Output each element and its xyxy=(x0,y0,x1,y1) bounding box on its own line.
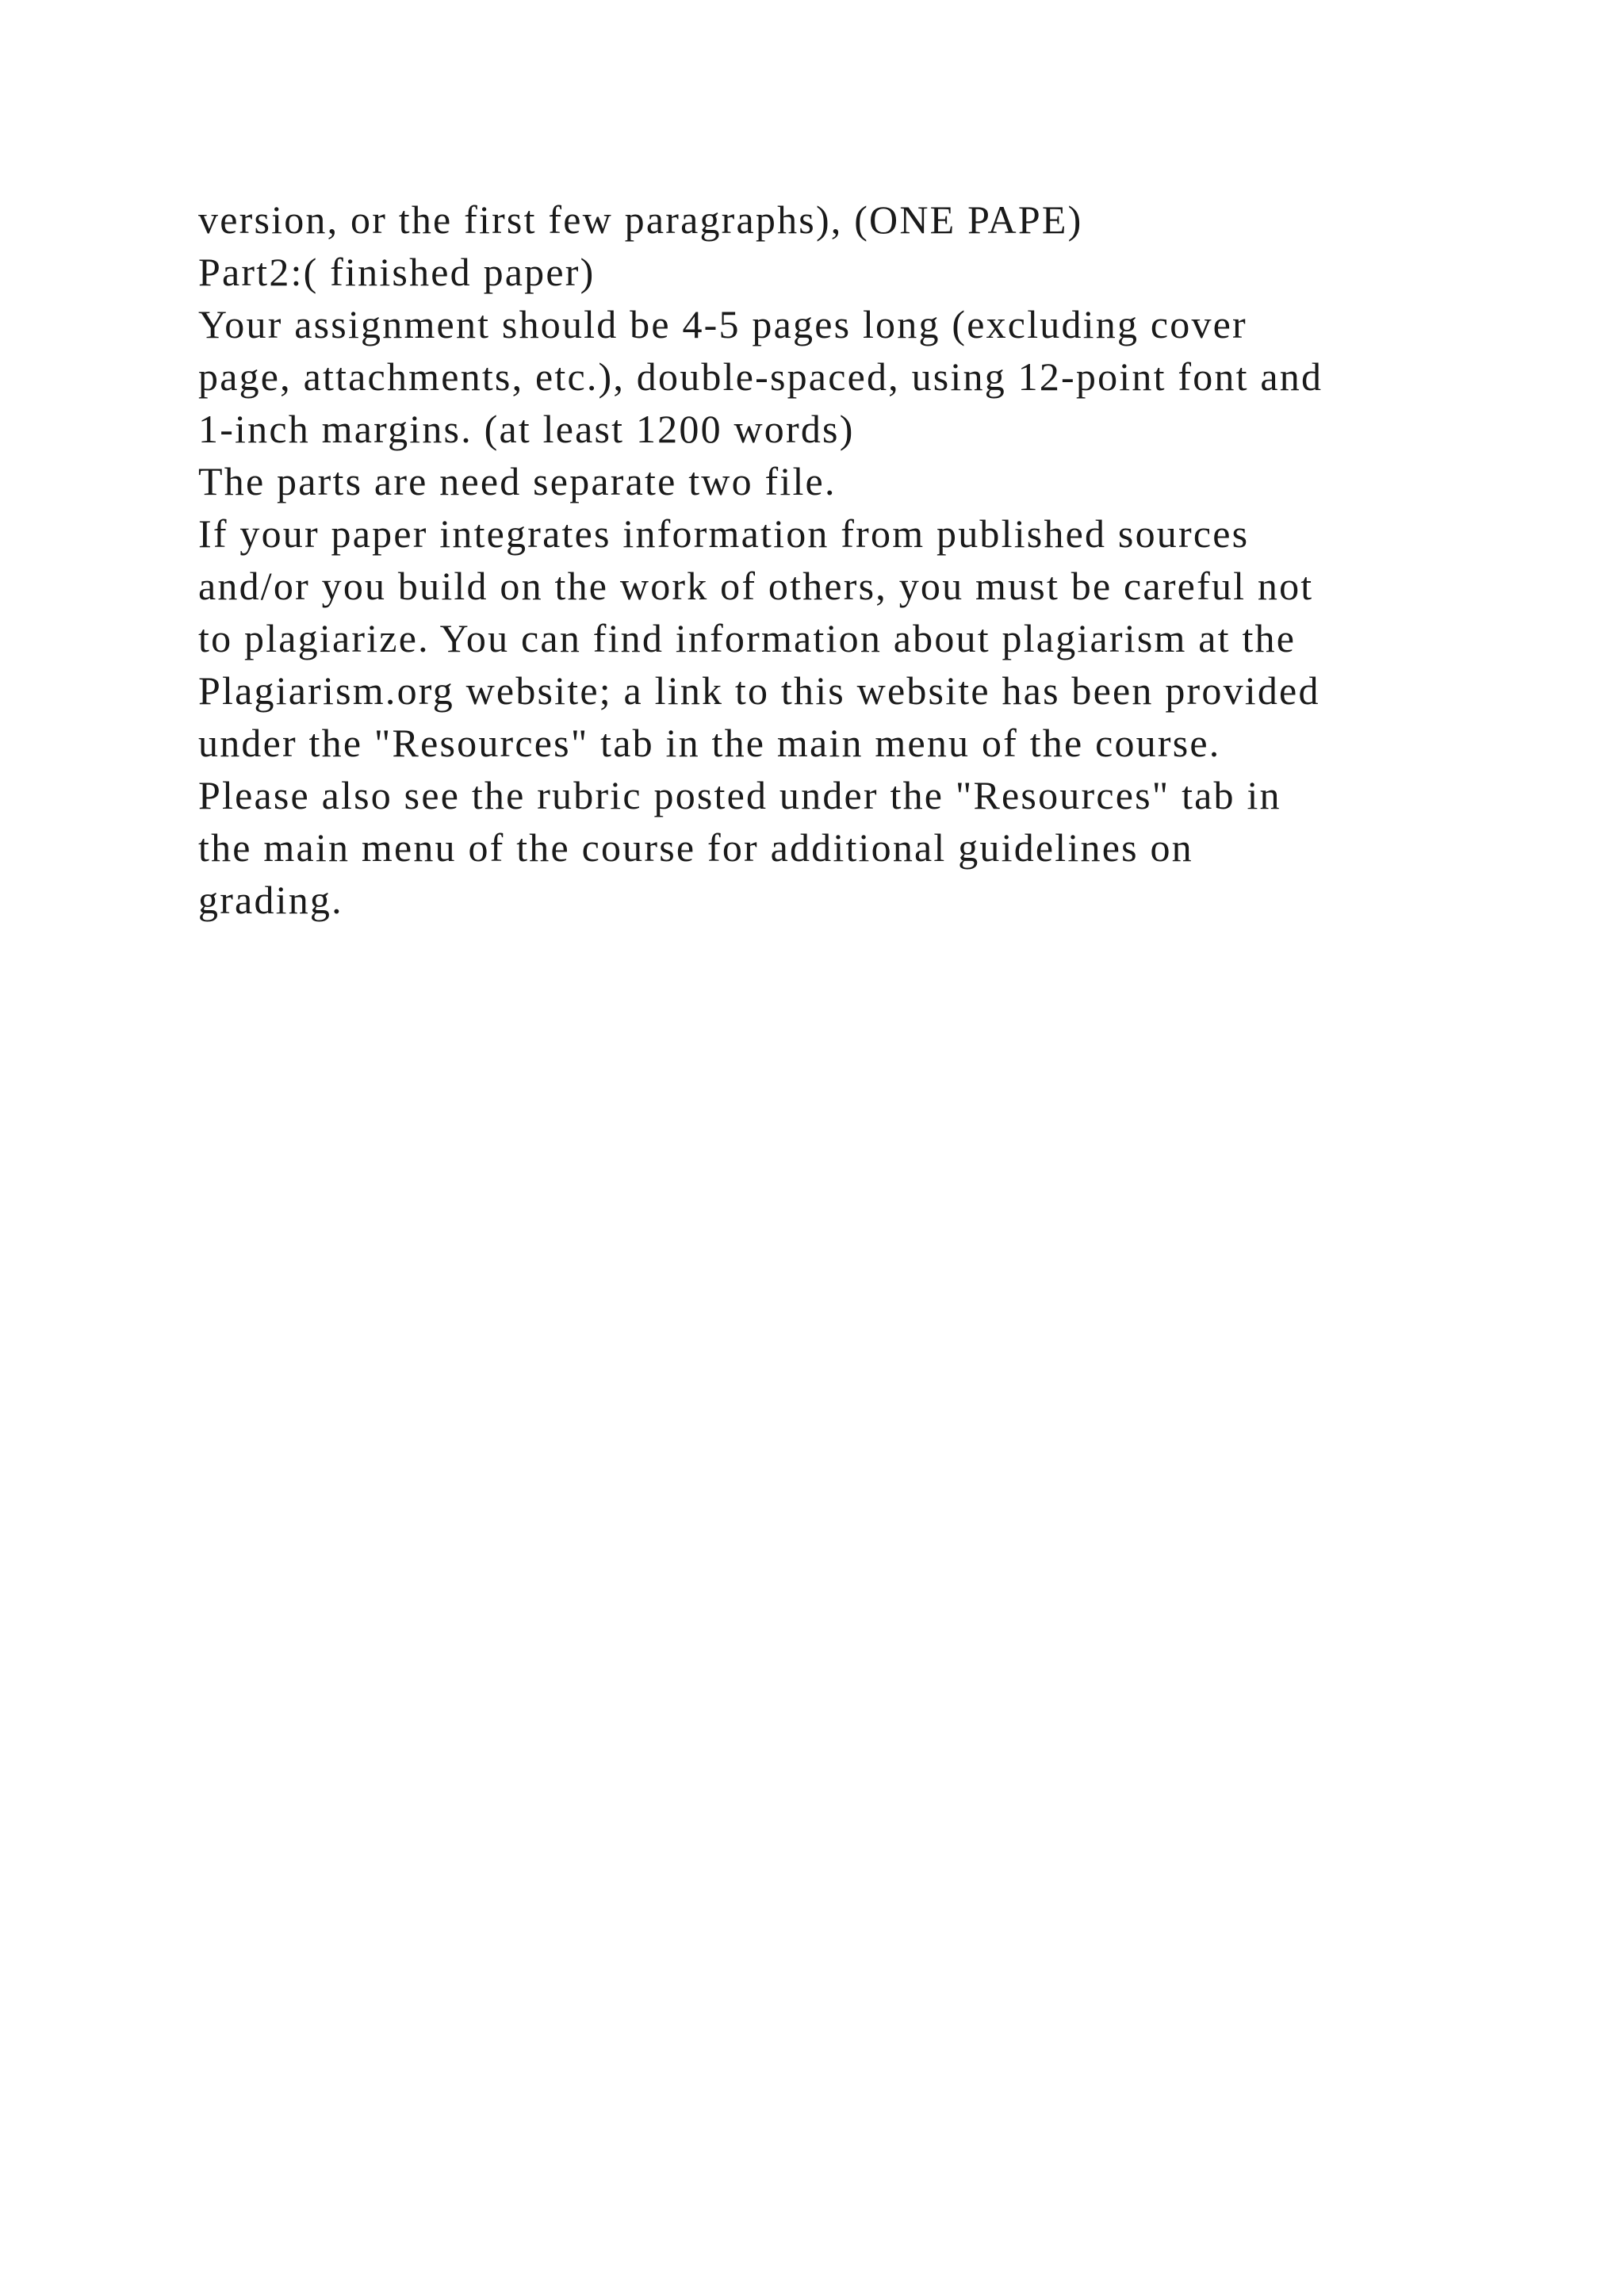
text-line: Please also see the rubric posted under the "Resources" tab in xyxy=(198,773,1281,817)
text-line: Your assignment should be 4-5 pages long (excluding cover xyxy=(198,302,1247,346)
text-line: page, attachments, etc.), double-spaced, using 12-point font and xyxy=(198,354,1323,399)
assignment-instructions-text xyxy=(198,193,1507,926)
text-line: under the "Resources" tab in the main menu of the course. xyxy=(198,721,1221,765)
text-line: and/or you build on the work of others, you must be careful not xyxy=(198,564,1314,608)
text-line: If your paper integrates information from published sources xyxy=(198,511,1250,556)
text-line: the main menu of the course for additional guidelines on xyxy=(198,825,1193,870)
text-line: The parts are need separate two file. xyxy=(198,459,837,503)
text-line: to plagiarize. You can find information about plagiarism at the xyxy=(198,616,1297,660)
text-line: grading. xyxy=(198,878,343,922)
text-line: Part2:( finished paper) xyxy=(198,250,596,294)
text-line: Plagiarism.org website; a link to this website has been provided xyxy=(198,668,1320,713)
text-line: version, or the first few paragraphs), (ONE PAPE) xyxy=(198,197,1083,242)
text-line: 1-inch margins. (at least 1200 words) xyxy=(198,407,855,451)
